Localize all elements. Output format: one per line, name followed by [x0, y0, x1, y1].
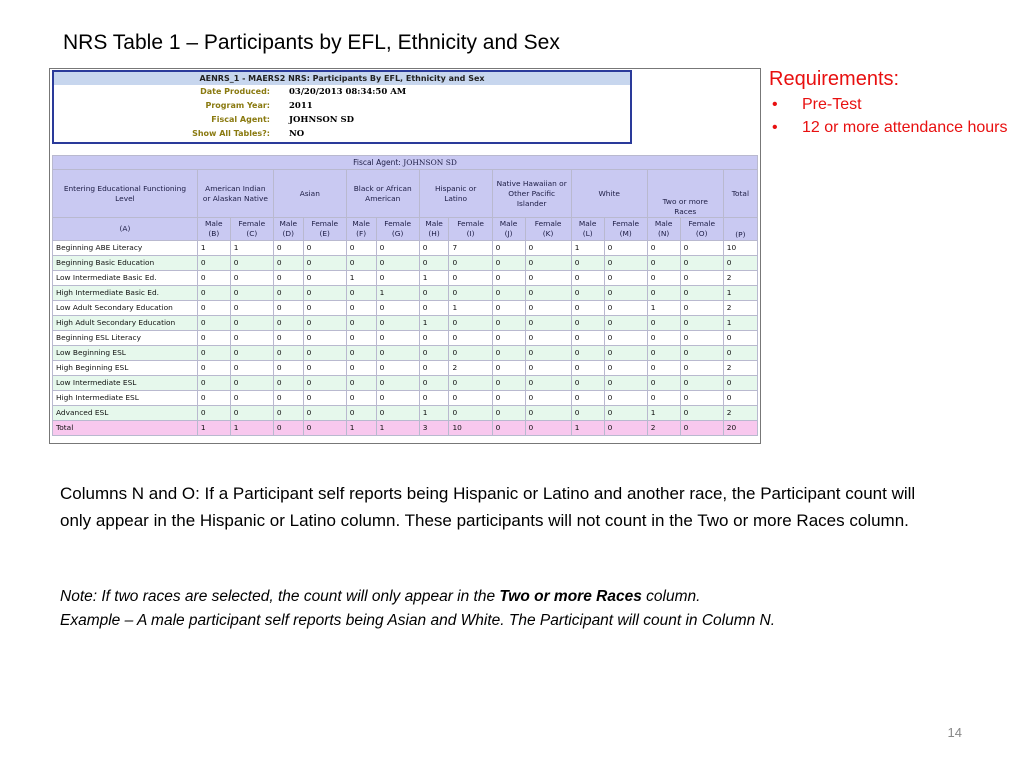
table-cell: 1 — [376, 421, 419, 436]
table-cell: 1 — [647, 301, 680, 316]
table-cell: 0 — [303, 241, 346, 256]
table-cell: 0 — [680, 256, 723, 271]
table-cell: 0 — [723, 256, 757, 271]
table-cell: 0 — [197, 316, 230, 331]
table-cell: 0 — [604, 361, 647, 376]
table-cell: 0 — [571, 391, 604, 406]
fiscal-agent-label: Fiscal Agent: — [353, 157, 401, 167]
level-header: Entering Educational Functioning Level — [53, 170, 198, 218]
table-cell: 0 — [680, 241, 723, 256]
sex-col-header: Male (N) — [647, 218, 680, 241]
meta-value: NO — [289, 129, 305, 139]
table-cell: 0 — [273, 256, 303, 271]
table-cell: 0 — [525, 346, 571, 361]
table-row — [53, 286, 758, 301]
requirement-text: Pre-Test — [802, 96, 862, 113]
table-cell: 0 — [449, 391, 492, 406]
table-cell: 10 — [449, 421, 492, 436]
table-cell: 0 — [376, 376, 419, 391]
table-cell: 2 — [723, 271, 757, 286]
sex-col-header: Female (E) — [303, 218, 346, 241]
note-line — [60, 585, 960, 609]
level-cell: Beginning Basic Education — [53, 256, 198, 271]
table-cell: 0 — [273, 286, 303, 301]
table-cell: 2 — [647, 421, 680, 436]
table-cell: 0 — [197, 391, 230, 406]
table-cell: 2 — [723, 406, 757, 421]
table-cell: 3 — [419, 421, 449, 436]
table-cell: 0 — [419, 301, 449, 316]
report-meta-box — [52, 70, 632, 144]
table-cell: 0 — [230, 316, 273, 331]
table-cell: 0 — [197, 331, 230, 346]
table-cell: 0 — [419, 391, 449, 406]
table-cell: 0 — [346, 346, 376, 361]
table-cell: 1 — [571, 421, 604, 436]
sex-col-header: Male (H) — [419, 218, 449, 241]
table-cell: 0 — [571, 331, 604, 346]
table-cell: 0 — [525, 376, 571, 391]
sex-col-header: Female (M) — [604, 218, 647, 241]
note-bold: Two or more Races — [499, 588, 642, 605]
table-cell: 0 — [230, 331, 273, 346]
table-cell: 0 — [376, 256, 419, 271]
table-cell: 0 — [376, 316, 419, 331]
table-cell: 0 — [449, 286, 492, 301]
table-cell: 0 — [571, 316, 604, 331]
table-cell: 0 — [604, 421, 647, 436]
meta-label: Show All Tables?: — [192, 129, 270, 138]
table-cell: 7 — [449, 241, 492, 256]
table-cell: 0 — [303, 286, 346, 301]
table-cell: 0 — [376, 361, 419, 376]
table-cell: 1 — [723, 316, 757, 331]
table-cell: 0 — [492, 301, 525, 316]
table-row — [53, 346, 758, 361]
table-cell: 0 — [647, 286, 680, 301]
table-cell: 0 — [680, 286, 723, 301]
table-cell: 1 — [647, 406, 680, 421]
table-cell: 0 — [647, 391, 680, 406]
table-row — [53, 301, 758, 316]
sex-col-header: Female (I) — [449, 218, 492, 241]
level-cell: Total — [53, 421, 198, 436]
table-cell: 0 — [492, 286, 525, 301]
table-cell: 0 — [346, 241, 376, 256]
table-cell: 0 — [197, 376, 230, 391]
table-cell: 0 — [197, 286, 230, 301]
table-cell: 1 — [419, 316, 449, 331]
level-cell: High Adult Secondary Education — [53, 316, 198, 331]
table-cell: 0 — [376, 241, 419, 256]
total-col-header: (P) — [723, 218, 757, 241]
requirement-item — [769, 93, 1007, 116]
table-cell: 0 — [346, 391, 376, 406]
note-block — [60, 585, 960, 633]
table-cell: 0 — [647, 271, 680, 286]
table-cell: 0 — [571, 301, 604, 316]
table-cell: 0 — [680, 316, 723, 331]
table-cell: 1 — [419, 271, 449, 286]
level-cell: Low Adult Secondary Education — [53, 301, 198, 316]
table-cell: 0 — [376, 271, 419, 286]
table-cell: 0 — [604, 286, 647, 301]
table-cell: 0 — [273, 376, 303, 391]
table-cell: 0 — [492, 361, 525, 376]
sex-col-header: Female (C) — [230, 218, 273, 241]
note-suffix: column. — [641, 588, 701, 605]
requirements-title: Requirements: — [769, 68, 900, 90]
level-cell: High Intermediate ESL — [53, 391, 198, 406]
table-cell: 1 — [197, 241, 230, 256]
sex-col-header: Female (G) — [376, 218, 419, 241]
meta-value: JOHNSON SD — [289, 115, 355, 125]
meta-row-date — [54, 85, 630, 99]
table-cell: 0 — [376, 301, 419, 316]
table-cell: 0 — [419, 331, 449, 346]
table-cell: 0 — [525, 256, 571, 271]
table-cell: 0 — [680, 271, 723, 286]
table-cell: 0 — [273, 346, 303, 361]
table-cell: 20 — [723, 421, 757, 436]
table-cell: 0 — [419, 376, 449, 391]
table-cell: 0 — [303, 346, 346, 361]
level-cell: Low Intermediate ESL — [53, 376, 198, 391]
level-cell: High Beginning ESL — [53, 361, 198, 376]
meta-row-program-year — [54, 99, 630, 113]
table-cell: 0 — [230, 361, 273, 376]
table-cell: 0 — [604, 256, 647, 271]
table-cell: 0 — [604, 346, 647, 361]
level-cell: Low Beginning ESL — [53, 346, 198, 361]
table-cell: 0 — [376, 391, 419, 406]
level-cell: Low Intermediate Basic Ed. — [53, 271, 198, 286]
level-cell: Beginning ESL Literacy — [53, 331, 198, 346]
requirements-box — [769, 68, 1007, 139]
table-cell: 0 — [604, 331, 647, 346]
table-cell: 0 — [525, 241, 571, 256]
requirements-list — [769, 93, 1007, 139]
table-cell: 0 — [449, 346, 492, 361]
table-cell: 0 — [230, 406, 273, 421]
table-cell: 0 — [571, 271, 604, 286]
table-cell: 0 — [197, 271, 230, 286]
table-cell: 0 — [449, 316, 492, 331]
sex-col-header: Female (K) — [525, 218, 571, 241]
table-cell: 0 — [723, 346, 757, 361]
level-col-header: (A) — [53, 218, 198, 241]
table-cell: 0 — [230, 256, 273, 271]
sex-header-row — [53, 218, 758, 241]
table-cell: 0 — [723, 391, 757, 406]
table-cell: 0 — [197, 361, 230, 376]
table-cell: 0 — [492, 391, 525, 406]
table-cell: 0 — [525, 301, 571, 316]
table-cell: 0 — [273, 316, 303, 331]
table-cell: 0 — [647, 241, 680, 256]
table-cell: 0 — [273, 391, 303, 406]
table-cell: 0 — [346, 361, 376, 376]
table-cell: 0 — [230, 301, 273, 316]
page-number: 14 — [947, 725, 962, 740]
table-cell: 0 — [303, 256, 346, 271]
sex-col-header: Male (L) — [571, 218, 604, 241]
table-cell: 0 — [449, 256, 492, 271]
table-cell: 0 — [273, 271, 303, 286]
table-cell: 0 — [604, 271, 647, 286]
table-cell: 0 — [303, 301, 346, 316]
table-cell: 0 — [346, 316, 376, 331]
table-cell: 0 — [571, 346, 604, 361]
table-cell: 0 — [303, 421, 346, 436]
table-cell: 0 — [492, 271, 525, 286]
table-cell: 0 — [230, 391, 273, 406]
sex-col-header: Male (J) — [492, 218, 525, 241]
table-cell: 0 — [571, 286, 604, 301]
table-cell: 0 — [525, 421, 571, 436]
table-cell: 0 — [376, 406, 419, 421]
table-cell: 0 — [604, 241, 647, 256]
table-cell: 0 — [273, 421, 303, 436]
table-row — [53, 376, 758, 391]
table-cell: 0 — [197, 406, 230, 421]
table-cell: 0 — [525, 331, 571, 346]
level-cell: High Intermediate Basic Ed. — [53, 286, 198, 301]
table-cell: 1 — [419, 406, 449, 421]
requirement-item — [769, 116, 1007, 139]
table-cell: 0 — [492, 316, 525, 331]
slide-title: NRS Table 1 – Participants by EFL, Ethnicity and Sex — [63, 31, 560, 54]
table-cell: 1 — [723, 286, 757, 301]
table-cell: 0 — [492, 331, 525, 346]
table-cell: 0 — [449, 406, 492, 421]
table-cell: 0 — [303, 271, 346, 286]
columns-explanation: Columns N and O: If a Participant self reports being Hispanic or Latino and another race, the Participant count will only appear in the Hispanic or Latino column. These participants will not count in the Two or more Races column. — [60, 484, 916, 530]
table-cell: 0 — [449, 331, 492, 346]
table-cell: 0 — [571, 376, 604, 391]
table-cell: 0 — [303, 316, 346, 331]
table-cell: 2 — [723, 301, 757, 316]
table-cell: 1 — [346, 271, 376, 286]
table-cell: 0 — [376, 331, 419, 346]
table-cell: 0 — [197, 301, 230, 316]
table-row — [53, 331, 758, 346]
table-cell: 0 — [647, 331, 680, 346]
table-body — [53, 241, 758, 436]
table-cell: 0 — [376, 346, 419, 361]
table-cell: 0 — [346, 406, 376, 421]
group-header: Asian — [273, 170, 346, 218]
table-cell: 1 — [449, 301, 492, 316]
table-cell: 0 — [492, 406, 525, 421]
requirement-text: 12 or more attendance hours — [802, 119, 1008, 136]
table-cell: 0 — [303, 376, 346, 391]
table-cell: 0 — [680, 361, 723, 376]
table-cell: 0 — [449, 376, 492, 391]
table-cell: 0 — [647, 316, 680, 331]
table-cell: 0 — [273, 406, 303, 421]
table-cell: 0 — [604, 406, 647, 421]
table-cell: 0 — [303, 331, 346, 346]
table-cell: 0 — [419, 346, 449, 361]
table-cell: 0 — [419, 256, 449, 271]
fiscal-agent-value: JOHNSON SD — [403, 157, 457, 167]
table-row — [53, 271, 758, 286]
level-cell: Advanced ESL — [53, 406, 198, 421]
group-header: Native Hawaiian or Other Pacific Islander — [492, 170, 571, 218]
table-cell: 1 — [230, 241, 273, 256]
table-cell: 0 — [303, 361, 346, 376]
table-cell: 0 — [525, 361, 571, 376]
table-cell: 0 — [346, 331, 376, 346]
table-cell: 0 — [680, 406, 723, 421]
table-row — [53, 256, 758, 271]
table-cell: 0 — [604, 376, 647, 391]
table-cell: 0 — [680, 331, 723, 346]
table-cell: 0 — [680, 346, 723, 361]
table-cell: 0 — [680, 421, 723, 436]
meta-label: Program Year: — [205, 101, 270, 110]
nrs-report — [49, 68, 761, 444]
meta-row-show-all — [54, 127, 630, 141]
table-cell: 0 — [723, 331, 757, 346]
table-cell: 0 — [346, 301, 376, 316]
note-prefix: Note: If two races are selected, the count will only appear in the — [60, 588, 500, 605]
total-header: Total — [723, 170, 757, 218]
table-cell: 0 — [197, 256, 230, 271]
meta-value: 03/20/2013 08:34:50 AM — [289, 87, 407, 97]
table-cell: 1 — [230, 421, 273, 436]
table-cell: 1 — [346, 421, 376, 436]
participants-table — [52, 155, 758, 436]
table-cell: 1 — [571, 241, 604, 256]
meta-label: Date Produced: — [200, 87, 270, 96]
level-cell: Beginning ABE Literacy — [53, 241, 198, 256]
total-row — [53, 421, 758, 436]
group-header: Hispanic or Latino — [419, 170, 492, 218]
table-cell: 0 — [647, 361, 680, 376]
bullet-icon: • — [772, 96, 778, 113]
group-header: American Indian or Alaskan Native — [197, 170, 273, 218]
sex-col-header: Male (F) — [346, 218, 376, 241]
table-cell: 0 — [273, 301, 303, 316]
table-cell: 0 — [571, 361, 604, 376]
table-cell: 0 — [723, 376, 757, 391]
table-cell: 0 — [230, 271, 273, 286]
meta-label: Fiscal Agent: — [211, 115, 270, 124]
table-cell: 0 — [525, 286, 571, 301]
table-cell: 0 — [230, 376, 273, 391]
table-cell: 0 — [492, 256, 525, 271]
table-cell: 1 — [197, 421, 230, 436]
table-cell: 0 — [525, 316, 571, 331]
table-cell: 0 — [680, 391, 723, 406]
table-cell: 0 — [571, 406, 604, 421]
table-cell: 10 — [723, 241, 757, 256]
table-cell: 2 — [723, 361, 757, 376]
table-cell: 0 — [197, 346, 230, 361]
table-cell: 0 — [273, 361, 303, 376]
table-cell: 0 — [419, 241, 449, 256]
table-cell: 0 — [525, 406, 571, 421]
group-header-row — [53, 170, 758, 218]
table-cell: 0 — [571, 256, 604, 271]
table-cell: 1 — [376, 286, 419, 301]
table-cell: 0 — [419, 286, 449, 301]
table-cell: 0 — [273, 331, 303, 346]
table-cell: 0 — [346, 376, 376, 391]
report-header: AENRS_1 - MAERS2 NRS: Participants By EFL, Ethnicity and Sex — [54, 72, 630, 85]
table-cell: 0 — [604, 301, 647, 316]
table-cell: 0 — [604, 391, 647, 406]
group-header: Two or more Races — [647, 170, 723, 218]
table-cell: 0 — [680, 376, 723, 391]
table-row — [53, 316, 758, 331]
table-cell: 0 — [680, 301, 723, 316]
sex-col-header: Male (D) — [273, 218, 303, 241]
table-cell: 0 — [647, 256, 680, 271]
table-cell: 0 — [525, 391, 571, 406]
table-cell: 0 — [230, 346, 273, 361]
table-row — [53, 241, 758, 256]
sex-col-header: Female (O) — [680, 218, 723, 241]
fiscal-agent-row — [53, 156, 758, 170]
table-cell: 2 — [449, 361, 492, 376]
table-row — [53, 361, 758, 376]
sex-col-header: Male (B) — [197, 218, 230, 241]
table-cell: 0 — [492, 376, 525, 391]
table-cell: 0 — [273, 241, 303, 256]
table-cell: 0 — [346, 286, 376, 301]
bullet-icon: • — [772, 119, 778, 136]
fiscal-agent-header — [53, 156, 758, 170]
table-cell: 0 — [492, 346, 525, 361]
table-cell: 0 — [346, 256, 376, 271]
table-cell: 0 — [604, 316, 647, 331]
table-row — [53, 406, 758, 421]
table-cell: 0 — [647, 346, 680, 361]
group-header: White — [571, 170, 647, 218]
table-row — [53, 391, 758, 406]
table-cell: 0 — [303, 406, 346, 421]
table-cell: 0 — [230, 286, 273, 301]
table-cell: 0 — [303, 391, 346, 406]
group-header: Black or African American — [346, 170, 419, 218]
table-cell: 0 — [449, 271, 492, 286]
meta-row-fiscal-agent — [54, 113, 630, 127]
table-cell: 0 — [492, 421, 525, 436]
meta-value: 2011 — [289, 101, 313, 111]
table-cell: 0 — [525, 271, 571, 286]
table-cell: 0 — [419, 361, 449, 376]
table-cell: 0 — [492, 241, 525, 256]
table-cell: 0 — [647, 376, 680, 391]
note-example: Example – A male participant self reports being Asian and White. The Participant will count in Column N. — [60, 612, 776, 629]
